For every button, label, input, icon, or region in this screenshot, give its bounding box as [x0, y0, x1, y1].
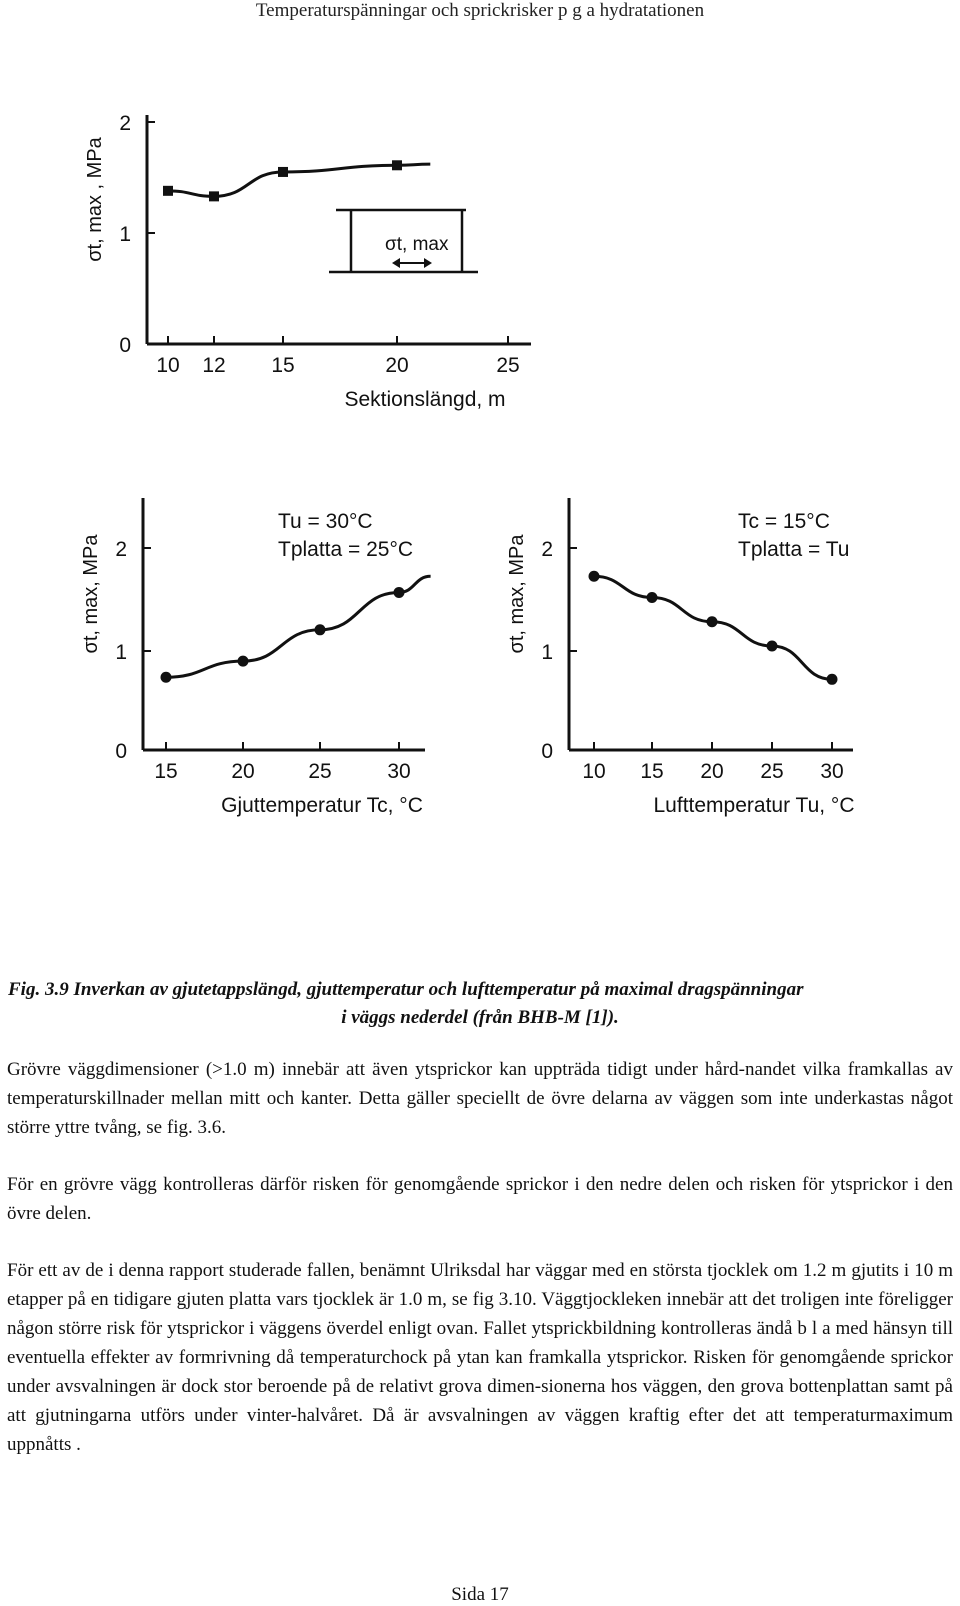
x-tick-label: 25 — [496, 354, 520, 377]
y-tick-label: 0 — [115, 740, 127, 763]
x-tick-label: 15 — [271, 354, 295, 377]
x-tick-label: 25 — [308, 760, 332, 783]
data-point — [589, 571, 600, 582]
y-tick-label: 1 — [541, 641, 553, 664]
x-tick-label: 10 — [156, 354, 180, 377]
annotation-line-2: Tplatta = 25°C — [278, 538, 414, 561]
data-point — [767, 640, 778, 651]
data-point — [827, 674, 838, 685]
x-tick-label: 12 — [202, 354, 226, 377]
y-tick-label: 2 — [541, 538, 553, 561]
x-tick-label: 30 — [820, 760, 844, 783]
data-point — [707, 616, 718, 627]
y-axis-label: σt, max , MPa — [84, 137, 106, 262]
x-tick-label: 25 — [760, 760, 784, 783]
paragraph-2: För en grövre vägg kontrolleras därför risken för genomgående sprickor i den nedre delen och risken för ytsprickor i den övre delen. — [7, 1174, 953, 1224]
y-tick-label: 0 — [119, 334, 131, 357]
caption-line-1: Fig. 3.9 Inverkan av gjutetappslängd, gjuttemperatur och lufttemperatur på maximal dragspänningar — [8, 979, 804, 1000]
annotation-line-1: Tu = 30°C — [278, 510, 373, 533]
body-text — [7, 1055, 953, 1487]
y-tick-label: 0 — [541, 740, 553, 763]
annotation-line-1: Tc = 15°C — [738, 510, 830, 533]
annotation-line-2: Tplatta = Tu — [738, 538, 850, 561]
x-tick-label: 20 — [700, 760, 724, 783]
paragraph-3: För ett av de i denna rapport studerade fallen, benämnt Ulriksdal har väggar med en största tjocklek om 1.2 m gjutits i 10 m etapper på en tidigare gjuten platta vars tjocklek är 1.0 m, se fig 3.10. Väggtjockleken innebär att det troligen inte föreligger någon större risk för ytsprickor i väggens överdel enligt ovan. Fallet ytsprickbildning kontrolleras ändå b l a med hänsyn till eventuella effekter av formrivning då temperaturchock på ytan kan framkalla ytsprickor. Risken för genomgående sprickor under avsvalningen är dock stor beroende på de relativt grova dimen-sionerna hos väggen, den grova bottenplattan samt på att gjutningarna utförs under vinter-halvåret. Då är avsvalningen av väggen kraftig efter det att temperaturmaximum uppnåtts . — [7, 1260, 953, 1455]
x-tick-label: 20 — [231, 760, 255, 783]
series-line — [594, 576, 832, 679]
x-axis-label: Lufttemperatur Tu, °C — [653, 794, 855, 817]
x-tick-label: 15 — [154, 760, 178, 783]
inset-label: σt, max — [385, 234, 449, 255]
x-axis-label: Sektionslängd, m — [344, 388, 506, 411]
data-point — [647, 592, 658, 603]
paragraph-1: Grövre väggdimensioner (>1.0 m) innebär att även ytsprickor kan uppträda tidigt under hård-nandet vilka framkallas av temperaturskillnader mellan mitt och kanter. Detta gäller speciellt de övre delarna av väggen som inte underkastas något större yttre tvång, se fig. 3.6. — [7, 1059, 953, 1138]
x-axis-label: Gjuttemperatur Tc, °C — [221, 794, 423, 817]
y-axis-label: σt, max, MPa — [506, 534, 528, 654]
y-axis-label: σt, max, MPa — [80, 534, 102, 654]
y-tick-label: 2 — [119, 112, 131, 135]
page-number: Sida 17 — [451, 1584, 509, 1605]
y-tick-label: 1 — [115, 641, 127, 664]
running-header: Temperaturspänningar och sprickrisker p g a hydratationen — [255, 0, 705, 21]
caption-line-2: i väggs nederdel (från BHB-M [1]). — [341, 1007, 619, 1028]
y-tick-label: 2 — [115, 538, 127, 561]
x-tick-label: 15 — [640, 760, 664, 783]
x-tick-label: 30 — [387, 760, 411, 783]
figure-caption — [8, 976, 952, 1032]
y-tick-label: 1 — [119, 223, 131, 246]
x-tick-label: 20 — [385, 354, 409, 377]
x-tick-label: 10 — [582, 760, 606, 783]
